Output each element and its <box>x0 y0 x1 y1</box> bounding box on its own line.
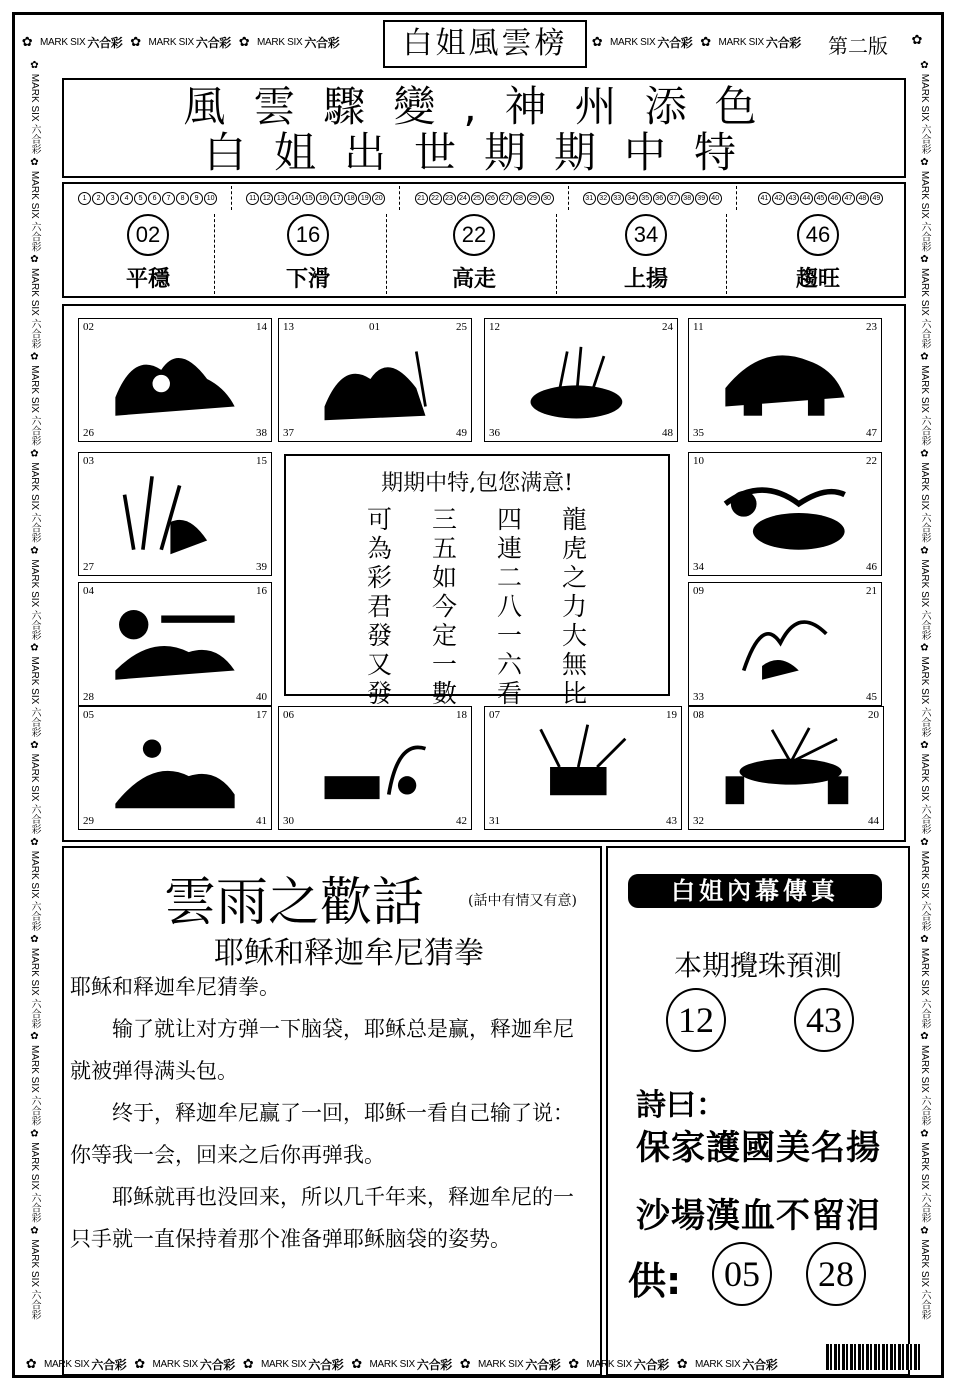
gong-number-1: 05 <box>712 1242 772 1306</box>
pick-number: 16 <box>287 214 329 256</box>
brand-text: MARK SIX <box>718 36 764 48</box>
strip-number: 32 <box>597 192 610 205</box>
brand-text: MARK SIX <box>369 1358 415 1370</box>
brand-cn: 六合彩 <box>308 1357 344 1372</box>
brand-text: MARK SIX <box>257 36 303 48</box>
number-strip <box>64 186 904 210</box>
brand-item <box>370 1356 453 1373</box>
strip-number: 19 <box>358 192 371 205</box>
strip-number: 24 <box>457 192 470 205</box>
card-number: 36 <box>489 427 500 439</box>
number-strip-segment <box>737 186 904 210</box>
poem-title: 期期中特,包您满意! <box>381 471 573 496</box>
card-number: 42 <box>456 815 467 827</box>
pick-number: 34 <box>625 214 667 256</box>
pick-label: 平穩 <box>125 267 170 292</box>
zodiac-picture-card <box>78 706 272 830</box>
pick-label: 高走 <box>451 267 496 292</box>
strip-number: 49 <box>870 192 883 205</box>
prediction-number-2: 43 <box>794 988 854 1052</box>
poem-character: 如 <box>431 563 457 592</box>
card-number: 32 <box>693 815 704 827</box>
poem-character: 力 <box>562 592 588 621</box>
strip-number: 46 <box>828 192 841 205</box>
poem-character: 今 <box>431 592 457 621</box>
headline-line-1: 風雲驟變,神州添色 <box>183 82 785 131</box>
card-number: 08 <box>693 709 704 721</box>
strip-number: 10 <box>204 192 217 205</box>
card-number: 04 <box>83 585 94 597</box>
flower-icon: ✿ <box>130 34 141 49</box>
ink-painting-illustration <box>707 465 863 561</box>
zodiac-picture-card <box>78 318 272 442</box>
brand-cn: 六合彩 <box>633 1357 669 1372</box>
card-number: 17 <box>256 709 267 721</box>
ink-painting-illustration <box>707 331 863 427</box>
poem-character: 數 <box>431 679 457 708</box>
card-number: 03 <box>83 455 94 467</box>
poem-character: 一 <box>431 650 457 679</box>
card-number: 29 <box>83 815 94 827</box>
poem-character: 虎 <box>562 534 588 563</box>
ink-painting-illustration <box>503 719 663 815</box>
ink-painting-illustration <box>707 595 863 691</box>
ink-painting-illustration <box>97 331 253 427</box>
number-picks-box <box>62 182 906 298</box>
brand-item <box>261 1356 344 1373</box>
card-number: 48 <box>662 427 673 439</box>
poem-character: 龍 <box>562 505 588 534</box>
ink-painting-illustration <box>707 719 865 815</box>
brand-text: MARK SIX <box>44 1358 90 1370</box>
poem-box <box>284 454 670 708</box>
strip-number: 6 <box>148 192 161 205</box>
card-number: 41 <box>256 815 267 827</box>
number-strip-segment <box>400 186 568 210</box>
strip-number: 13 <box>274 192 287 205</box>
strip-number: 27 <box>499 192 512 205</box>
brand-cn: 六合彩 <box>742 1357 778 1372</box>
card-number: 11 <box>693 321 704 333</box>
story-paragraph: 终于，释迦牟尼赢了一回，耶稣一看自己输了说：你等我一会，回来之后你再弹我。 <box>70 1101 574 1167</box>
brand-strip-right <box>912 60 936 1380</box>
strip-number: 41 <box>758 192 771 205</box>
poem-character: 大 <box>562 621 588 650</box>
card-number: 18 <box>456 709 467 721</box>
card-number: 06 <box>283 709 294 721</box>
poem-character: 之 <box>562 563 588 592</box>
card-number: 30 <box>283 815 294 827</box>
strip-number: 38 <box>681 192 694 205</box>
brand-strip-top-right <box>590 30 801 54</box>
brand-item <box>153 1356 236 1373</box>
card-number: 35 <box>693 427 704 439</box>
brand-cn: 六合彩 <box>416 1357 452 1372</box>
poem-columns <box>286 505 668 708</box>
flower-icon: ✿ <box>242 1356 254 1371</box>
prediction-box <box>606 846 910 1376</box>
poem-column <box>562 505 587 708</box>
zodiac-picture-card <box>688 452 882 576</box>
strip-number: 34 <box>625 192 638 205</box>
poem-character: 一 <box>497 621 523 650</box>
poem-character: 為 <box>366 534 392 563</box>
card-number: 24 <box>662 321 673 333</box>
card-number: 28 <box>83 691 94 703</box>
ink-painting-illustration <box>503 331 659 427</box>
poem-character: 看 <box>497 679 523 708</box>
headline-box <box>62 78 906 178</box>
poem-character: 比 <box>562 679 588 708</box>
brand-text: MARK SIX <box>148 36 194 48</box>
card-number: 34 <box>693 561 704 573</box>
strip-number: 17 <box>330 192 343 205</box>
card-number: 05 <box>83 709 94 721</box>
card-number: 31 <box>489 815 500 827</box>
card-number: 15 <box>256 455 267 467</box>
brand-cn: 六合彩 <box>657 35 693 50</box>
zodiac-picture-card <box>484 318 678 442</box>
gong-label: 供: <box>628 1259 682 1303</box>
card-number: 13 <box>283 321 294 333</box>
side-brand-text: ✿ MARK SIX 六合彩 ✿ MARK SIX 六合彩 ✿ MARK SIX 六合彩 ✿ MARK SIX 六合彩 ✿ MARK SIX 六合彩 ✿ MARK SIX 六合彩 ✿ MARK SIX 六合彩 ✿ MARK SIX 六合彩 ✿ MARK SIX 六合彩 ✿ MARK SIX 六合彩 ✿ MARK SIX 六合彩 ✿ MARK SIX 六合彩 ✿ MARK SIX 六合彩 <box>919 60 930 1320</box>
strip-number: 39 <box>695 192 708 205</box>
strip-number: 42 <box>772 192 785 205</box>
brand-text: MARK SIX <box>40 36 86 48</box>
brand-text: MARK SIX <box>152 1358 198 1370</box>
poem-character: 連 <box>497 534 523 563</box>
flower-icon: ✿ <box>568 1356 579 1371</box>
brand-cn: 六合彩 <box>195 35 231 50</box>
brand-text: MARK SIX <box>261 1358 307 1370</box>
flower-icon: ✿ <box>911 33 923 48</box>
poem-character: 定 <box>431 621 457 650</box>
poem-column <box>367 505 392 708</box>
strip-number: 48 <box>856 192 869 205</box>
strip-number: 1 <box>78 192 91 205</box>
poem-character: 三 <box>431 505 457 534</box>
strip-number: 5 <box>134 192 147 205</box>
pick-number: 22 <box>453 214 495 256</box>
flower-icon: ✿ <box>591 34 603 49</box>
card-number: 33 <box>693 691 704 703</box>
card-number: 40 <box>256 691 267 703</box>
prediction-banner: 白姐內幕傳真 <box>628 874 882 908</box>
brand-text: MARK SIX <box>478 1358 524 1370</box>
card-number: 02 <box>83 321 94 333</box>
poem-column <box>432 505 457 708</box>
strip-number: 30 <box>541 192 554 205</box>
verse-line-2: 沙場漢血不留泪 <box>636 1196 881 1236</box>
poem-character: 彩 <box>366 563 392 592</box>
pick-2 <box>224 214 392 294</box>
brand-cn: 六合彩 <box>765 35 801 50</box>
ink-painting-illustration <box>297 719 453 815</box>
brand-cn: 六合彩 <box>87 35 123 50</box>
strip-number: 25 <box>471 192 484 205</box>
brand-item <box>478 1356 561 1373</box>
story-paragraph: 输了就让对方弹一下脑袋，耶稣总是赢，释迦牟尼就被弹得满头包。 <box>70 1017 574 1083</box>
pick-label: 趨旺 <box>795 267 840 292</box>
pick-3 <box>390 214 558 294</box>
gong-number-2: 28 <box>806 1242 866 1306</box>
strip-number: 15 <box>302 192 315 205</box>
strip-number: 2 <box>92 192 105 205</box>
brand-item <box>695 1356 778 1373</box>
strip-number: 44 <box>800 192 813 205</box>
card-number: 23 <box>866 321 877 333</box>
zodiac-picture-card <box>278 318 472 442</box>
zodiac-picture-card <box>688 318 882 442</box>
card-number: 38 <box>256 427 267 439</box>
story-body <box>70 966 586 1260</box>
flower-icon: ✿ <box>21 34 33 49</box>
poem-character: 六 <box>497 650 523 679</box>
strip-number: 31 <box>583 192 596 205</box>
strip-number: 11 <box>246 192 259 205</box>
barcode-mark <box>826 1344 920 1370</box>
card-number: 16 <box>256 585 267 597</box>
pick-label: 下滑 <box>285 267 330 292</box>
strip-number: 16 <box>316 192 329 205</box>
card-number: 49 <box>456 427 467 439</box>
card-number: 09 <box>693 585 704 597</box>
number-strip-segment <box>64 186 232 210</box>
strip-number: 3 <box>106 192 119 205</box>
pick-number: 46 <box>797 214 839 256</box>
pick-number: 02 <box>127 214 169 256</box>
poem-character: 無 <box>562 650 588 679</box>
brand-cn: 六合彩 <box>525 1357 561 1372</box>
brand-text: MARK SIX <box>695 1358 741 1370</box>
page-title: 白姐風雲榜 <box>383 20 587 68</box>
brand-strip-bottom <box>24 1352 778 1376</box>
brand-item <box>44 1356 127 1373</box>
brand-text: MARK SIX <box>586 1358 632 1370</box>
zodiac-picture-card <box>78 582 272 706</box>
pick-label: 上揚 <box>623 267 668 292</box>
strip-number: 29 <box>527 192 540 205</box>
story-paragraph: 耶稣和释迦牟尼猜拳。 <box>70 975 280 999</box>
poem-character: 八 <box>497 592 523 621</box>
strip-number: 47 <box>842 192 855 205</box>
brand-cn: 六合彩 <box>304 35 340 50</box>
strip-number: 35 <box>639 192 652 205</box>
prediction-number-1: 12 <box>666 988 726 1052</box>
card-number: 19 <box>666 709 677 721</box>
ink-painting-illustration <box>97 719 253 815</box>
flower-icon: ✿ <box>351 1356 362 1371</box>
strip-number: 22 <box>429 192 442 205</box>
poem-character: 發 <box>366 621 392 650</box>
strip-number: 20 <box>372 192 385 205</box>
strip-number: 9 <box>190 192 203 205</box>
number-strip-segment <box>569 186 737 210</box>
edition-label: 第二版 <box>828 34 888 58</box>
brand-text: MARK SIX <box>610 36 656 48</box>
poem-column <box>497 505 522 708</box>
strip-number: 8 <box>176 192 189 205</box>
pick-5 <box>734 214 902 294</box>
strip-number: 21 <box>415 192 428 205</box>
pick-4 <box>562 214 730 294</box>
strip-number: 28 <box>513 192 526 205</box>
poem-character: 五 <box>431 534 457 563</box>
strip-number: 26 <box>485 192 498 205</box>
flower-icon: ✿ <box>459 1356 471 1371</box>
flower-icon: ✿ <box>25 1356 37 1371</box>
poem-character: 發 <box>366 679 392 708</box>
zodiac-picture-card <box>78 452 272 576</box>
story-heading: 耶稣和释迦牟尼猜拳 <box>214 936 484 971</box>
strip-number: 45 <box>814 192 827 205</box>
flower-icon: ✿ <box>700 34 711 49</box>
story-paragraph: 耶稣就再也没回来，所以几千年来，释迦牟尼的一只手就一直保持着那个准备弹耶稣脑袋的姿势。 <box>70 1185 574 1251</box>
zodiac-picture-card <box>484 706 682 830</box>
flower-icon: ✿ <box>676 1356 688 1371</box>
card-number: 26 <box>83 427 94 439</box>
brand-strip-left <box>22 60 46 1380</box>
card-number: 10 <box>693 455 704 467</box>
brand-cn: 六合彩 <box>91 1357 127 1372</box>
card-number: 21 <box>866 585 877 597</box>
strip-number: 36 <box>653 192 666 205</box>
brand-item <box>587 1356 670 1373</box>
pick-1 <box>64 214 232 294</box>
zodiac-picture-card <box>278 706 472 830</box>
flower-icon: ✿ <box>238 34 250 49</box>
card-number: 44 <box>868 815 879 827</box>
strip-number: 12 <box>260 192 273 205</box>
verse-line-1: 保家護國美名揚 <box>636 1128 881 1168</box>
zodiac-picture-card <box>688 706 884 830</box>
ink-painting-illustration <box>97 465 253 561</box>
card-number: 20 <box>868 709 879 721</box>
brand-cn: 六合彩 <box>199 1357 235 1372</box>
card-number: 27 <box>83 561 94 573</box>
story-title: 雲雨之歡話 <box>164 873 425 933</box>
strip-number: 40 <box>709 192 722 205</box>
brand-strip-top-left <box>20 30 340 54</box>
poem-character: 二 <box>497 563 523 592</box>
picture-grid <box>62 304 906 842</box>
card-number: 45 <box>866 691 877 703</box>
card-number: 39 <box>256 561 267 573</box>
number-strip-segment <box>232 186 400 210</box>
ink-painting-illustration <box>97 595 253 691</box>
zodiac-picture-card <box>688 582 882 706</box>
card-number: 07 <box>489 709 500 721</box>
strip-number: 37 <box>667 192 680 205</box>
strip-number: 33 <box>611 192 624 205</box>
headline-line-2: 白姐出世期期中特 <box>203 128 764 177</box>
story-box <box>62 846 602 1376</box>
strip-number: 43 <box>786 192 799 205</box>
card-number: 46 <box>866 561 877 573</box>
strip-number: 7 <box>162 192 175 205</box>
side-brand-text: ✿ MARK SIX 六合彩 ✿ MARK SIX 六合彩 ✿ MARK SIX 六合彩 ✿ MARK SIX 六合彩 ✿ MARK SIX 六合彩 ✿ MARK SIX 六合彩 ✿ MARK SIX 六合彩 ✿ MARK SIX 六合彩 ✿ MARK SIX 六合彩 ✿ MARK SIX 六合彩 ✿ MARK SIX 六合彩 ✿ MARK SIX 六合彩 ✿ MARK SIX 六合彩 <box>29 60 40 1320</box>
strip-number: 18 <box>344 192 357 205</box>
prediction-title: 本期攪珠預測 <box>673 949 842 982</box>
strip-number: 4 <box>120 192 133 205</box>
card-number: 14 <box>256 321 267 333</box>
card-number: 43 <box>666 815 677 827</box>
strip-number: 14 <box>288 192 301 205</box>
poem-character: 四 <box>497 505 523 534</box>
poem-character: 君 <box>366 592 392 621</box>
flower-icon: ✿ <box>134 1356 145 1371</box>
card-number: 47 <box>866 427 877 439</box>
poem-character: 又 <box>366 650 392 679</box>
verse-label: 詩曰： <box>636 1088 726 1123</box>
card-number: 12 <box>489 321 500 333</box>
card-number: 01 <box>369 321 380 333</box>
story-subtitle: (話中有情又有意) <box>468 893 577 909</box>
card-number: 22 <box>866 455 877 467</box>
card-number: 37 <box>283 427 294 439</box>
poem-character: 可 <box>366 505 392 534</box>
strip-number: 23 <box>443 192 456 205</box>
card-number: 25 <box>456 321 467 333</box>
ink-painting-illustration <box>297 331 453 427</box>
